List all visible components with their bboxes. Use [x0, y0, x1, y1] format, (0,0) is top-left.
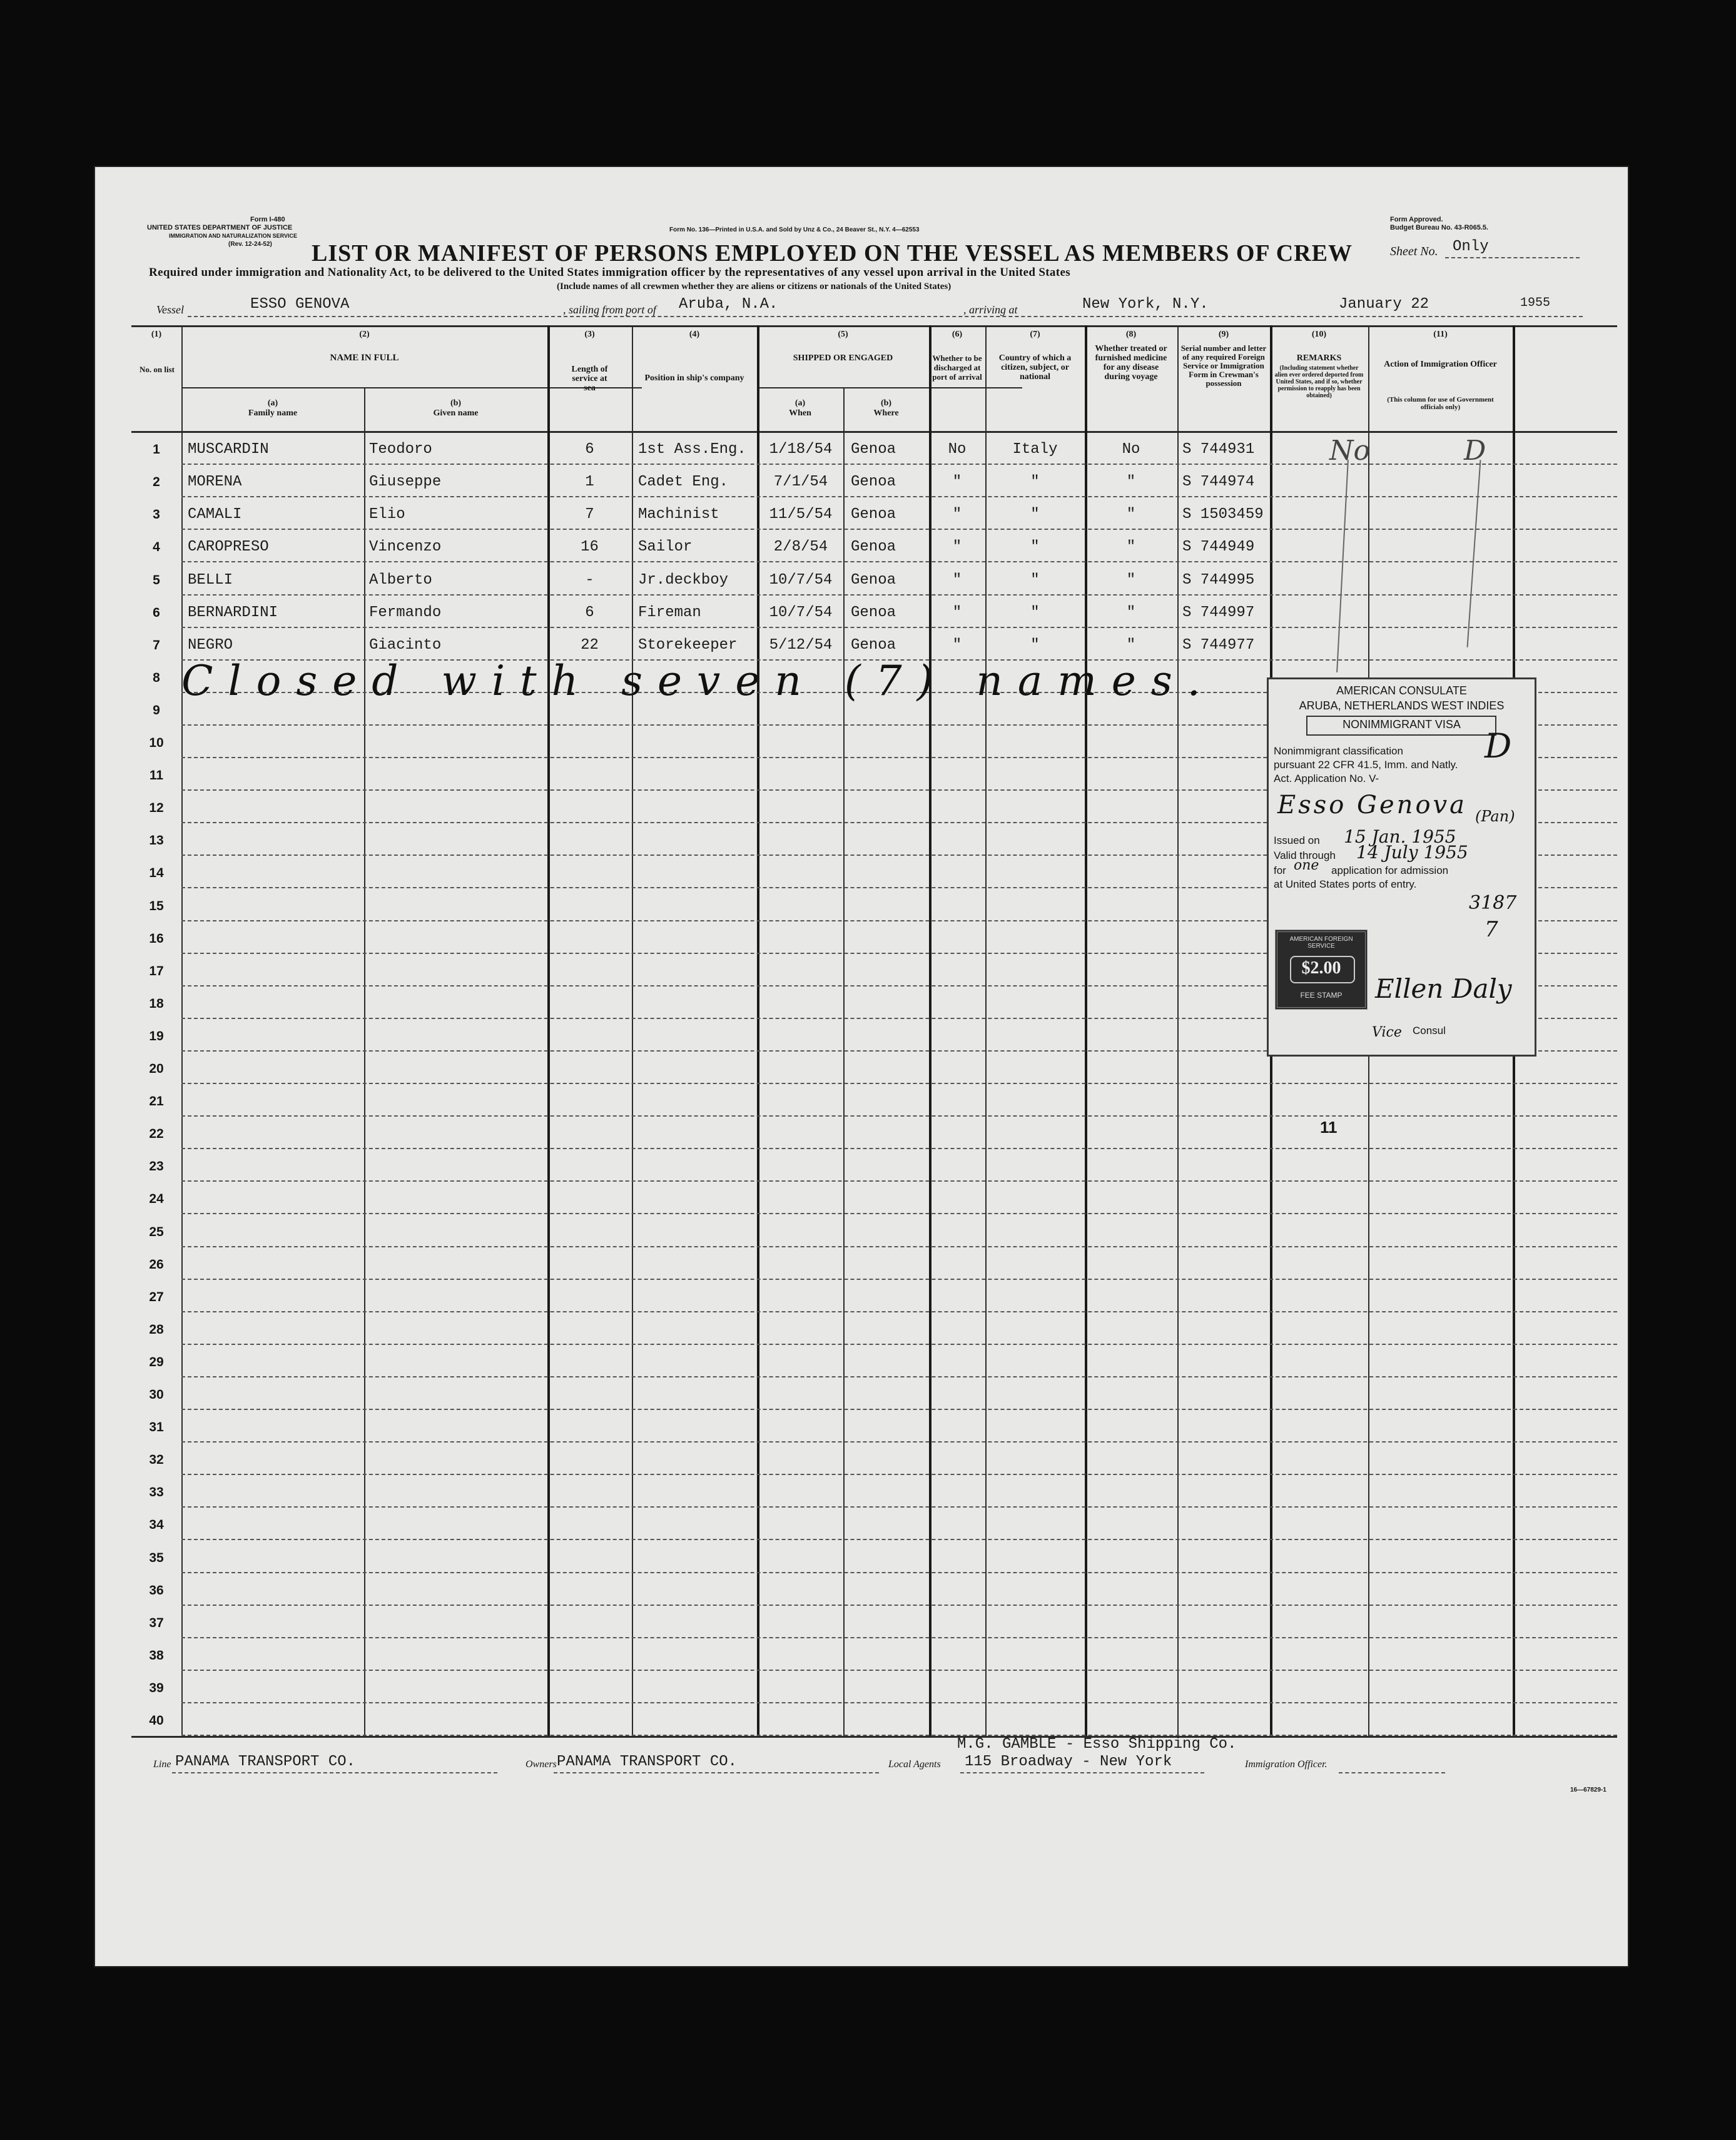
consul-signature: Ellen Daly: [1375, 973, 1512, 1004]
crew-cell-when: 5/12/54: [769, 636, 833, 654]
crew-cell-discharged: ": [952, 474, 962, 491]
crew-cell-serial: S 744931: [1182, 441, 1255, 459]
for-rest: application for admission: [1331, 865, 1449, 876]
visa-stamp: [1267, 677, 1536, 1057]
fee-stamp: [1275, 930, 1368, 1010]
printer-note: Form No. 136—Printed in U.S.A. and Sold by Unz & Co., 24 Beaver St., N.Y. 4—62553: [669, 226, 920, 233]
classification-label: Nonimmigrant classification: [1274, 745, 1403, 757]
crew-cell-service: 6: [585, 441, 594, 459]
arrival-date: January 22: [1339, 296, 1429, 313]
row-number: 17: [149, 963, 164, 978]
row-rule: [181, 1637, 1617, 1638]
col5b-label: Where: [873, 408, 899, 418]
crew-cell-medicine: No: [1122, 441, 1140, 459]
agents-address: 115 Broadway - New York: [965, 1753, 1172, 1770]
crew-cell-when: 1/18/54: [769, 441, 833, 459]
subtitle-note: (Include names of all crewmen whether they are aliens or citizens or nationals of the United States): [557, 281, 952, 292]
row-rule: [181, 1376, 1617, 1377]
col2a-label: Family name: [248, 408, 298, 418]
row-number: 13: [149, 833, 164, 848]
crew-cell-family: CAROPRESO: [188, 539, 269, 556]
row-number: 5: [153, 572, 160, 587]
col7-num: (7): [1030, 330, 1040, 339]
row-number: 32: [149, 1453, 164, 1468]
vessel-note: (Pan): [1475, 808, 1515, 825]
col11-note: (This column for use of Government officials only): [1387, 396, 1494, 411]
crew-cell-position: Storekeeper: [638, 636, 738, 654]
crew-cell-service: -: [585, 571, 594, 589]
row-number: 34: [149, 1518, 164, 1533]
crew-cell-family: BERNARDINI: [188, 604, 278, 621]
row-number: 31: [149, 1420, 164, 1435]
stamp-number1: 3187: [1469, 892, 1517, 914]
department: UNITED STATES DEPARTMENT OF JUSTICE: [147, 224, 293, 231]
crew-cell-given: Fermando: [369, 604, 442, 621]
col3-num: (3): [584, 330, 595, 339]
col2b-label: Given name: [433, 408, 479, 418]
row-number: 22: [149, 1127, 164, 1142]
crew-cell-position: Sailor: [638, 539, 693, 556]
crew-cell-position: Cadet Eng.: [638, 474, 729, 491]
row-rule: [181, 1213, 1617, 1214]
crew-cell-family: MUSCARDIN: [188, 441, 269, 459]
form-id: Form I-480: [250, 216, 285, 223]
row-rule: [181, 561, 1617, 562]
row-rule: [181, 1735, 1617, 1736]
row-rule: [181, 594, 1617, 596]
row-number: 11: [149, 768, 164, 783]
row-rule: [181, 1474, 1617, 1475]
crew-cell-service: 22: [581, 636, 599, 654]
officer-label: Immigration Officer.: [1245, 1759, 1327, 1770]
crew-cell-position: Machinist: [638, 506, 719, 524]
crew-cell-country: Italy: [1012, 441, 1058, 459]
issued-value: 15 Jan. 1955: [1344, 826, 1456, 847]
consul-title: Consul: [1413, 1025, 1446, 1037]
row-number: 18: [149, 996, 164, 1011]
col5-num: (5): [838, 330, 848, 339]
col2a-num: (a): [267, 398, 278, 408]
row-rule: [181, 1279, 1617, 1280]
row-number: 29: [149, 1354, 164, 1369]
row-number: 33: [149, 1485, 164, 1500]
crew-cell-serial: S 1503459: [1182, 506, 1264, 524]
subtitle: Required under immigration and Nationality Act, to be delivered to the United States immigration officer by the representatives of any vessel upon arrival in the United States: [149, 266, 1070, 279]
sailing-label: , sailing from port of: [563, 303, 656, 316]
row-number: 19: [149, 1028, 164, 1043]
row-number: 8: [153, 670, 160, 685]
crew-cell-discharged: ": [952, 636, 962, 654]
row-number: 37: [149, 1615, 164, 1630]
act-application: Act. Application No. V-: [1274, 773, 1379, 784]
row-number: 27: [149, 1289, 164, 1304]
row-rule: [181, 1506, 1617, 1508]
crew-cell-where: Genoa: [851, 474, 896, 491]
row-number: 30: [149, 1387, 164, 1402]
col1-num: (1): [151, 330, 162, 339]
col9-num: (9): [1218, 330, 1229, 339]
col8-label: Whether treated or furnished medicine for any disease during voyage: [1095, 344, 1167, 382]
form-approved: Form Approved.: [1390, 216, 1443, 223]
row-number: 1: [153, 442, 160, 457]
for-label: for: [1274, 865, 1286, 876]
crew-cell-family: MORENA: [188, 474, 242, 491]
crew-cell-when: 11/5/54: [769, 506, 833, 524]
crew-cell-service: 6: [585, 604, 594, 621]
row-number: 28: [149, 1322, 164, 1337]
col5-label: SHIPPED OR ENGAGED: [793, 353, 893, 363]
crew-cell-position: 1st Ass.Eng.: [638, 441, 746, 459]
crew-cell-when: 10/7/54: [769, 604, 833, 621]
col7-label: Country of which a citizen, subject, or national: [998, 353, 1072, 382]
closing-note: Closed with seven (7) names.: [181, 657, 1216, 705]
row-number: 10: [149, 736, 164, 750]
row-rule: [181, 1670, 1617, 1671]
stamp-line3: NONIMMIGRANT VISA: [1343, 718, 1461, 731]
crew-cell-medicine: ": [1126, 636, 1136, 654]
row-rule: [181, 1083, 1617, 1084]
crew-cell-family: NEGRO: [188, 636, 233, 654]
crew-cell-country: ": [1030, 474, 1040, 491]
crew-cell-position: Jr.deckboy: [638, 571, 729, 589]
crew-cell-country: ": [1030, 506, 1040, 524]
row-rule: [181, 529, 1617, 530]
agents-label: Local Agents: [888, 1759, 941, 1770]
crew-cell-country: ": [1030, 539, 1040, 556]
col10-label: REMARKS: [1296, 353, 1342, 363]
row-rule: [181, 1605, 1617, 1606]
owners-label: Owners: [525, 1759, 557, 1770]
crew-cell-where: Genoa: [851, 506, 896, 524]
row-number: 26: [149, 1257, 164, 1272]
issued-label: Issued on: [1274, 834, 1320, 846]
sheet-value: Only: [1453, 238, 1489, 255]
col10-num: (10): [1311, 330, 1327, 339]
fee-bottom: FEE STAMP: [1300, 991, 1343, 1000]
row-number: 16: [149, 931, 164, 946]
col1-label: No. on list: [140, 365, 175, 374]
crew-cell-discharged: No: [948, 441, 967, 459]
crew-cell-where: Genoa: [851, 571, 896, 589]
crew-cell-serial: S 744997: [1182, 604, 1255, 621]
row-rule: [181, 627, 1617, 628]
crew-cell-given: Teodoro: [369, 441, 432, 459]
crew-cell-where: Genoa: [851, 441, 896, 459]
crew-cell-medicine: ": [1126, 604, 1136, 621]
vessel-handwritten: Esso Genova: [1277, 791, 1467, 819]
stamp-number2: 7: [1485, 917, 1498, 942]
row-rule: [181, 1702, 1617, 1703]
row-rule: [181, 496, 1617, 497]
row-rule: [181, 1441, 1617, 1443]
crew-cell-given: Giuseppe: [369, 474, 442, 491]
row-rule: [181, 1115, 1617, 1117]
row-number: 2: [153, 475, 160, 490]
crew-cell-serial: S 744949: [1182, 539, 1255, 556]
col4-label: Position in ship's company: [644, 373, 744, 383]
line-label: Line: [153, 1759, 171, 1770]
col2b-num: (b): [450, 398, 462, 408]
col3-label: Length of service at sea: [571, 365, 608, 393]
row-number: 21: [149, 1094, 164, 1109]
crew-cell-medicine: ": [1126, 571, 1136, 589]
footer-code: 16—67829-1: [1570, 1787, 1607, 1793]
sheet-label: Sheet No.: [1390, 245, 1438, 258]
arriving-label: , arriving at: [963, 303, 1018, 316]
crew-cell-serial: S 744995: [1182, 571, 1255, 589]
manifest-sheet: [94, 166, 1629, 1967]
row-rule: [181, 1311, 1617, 1312]
crew-cell-medicine: ": [1126, 506, 1136, 524]
crew-cell-service: 16: [581, 539, 599, 556]
crew-cell-medicine: ": [1126, 539, 1136, 556]
crew-cell-discharged: ": [952, 604, 962, 621]
pursuant: pursuant 22 CFR 41.5, Imm. and Natly.: [1274, 759, 1458, 771]
col5a-num: (a): [794, 398, 806, 408]
crew-cell-discharged: ": [952, 506, 962, 524]
row-rule: [181, 1148, 1617, 1149]
col11-num: (11): [1433, 330, 1448, 339]
col6-num: (6): [952, 330, 963, 339]
col4-num: (4): [689, 330, 700, 339]
page-title: LIST OR MANIFEST OF PERSONS EMPLOYED ON THE VESSEL AS MEMBERS OF CREW: [312, 240, 1353, 266]
line-value: PANAMA TRANSPORT CO.: [175, 1753, 356, 1770]
row-rule: [181, 1180, 1617, 1182]
row-number: 9: [153, 702, 160, 718]
row-number: 36: [149, 1583, 164, 1598]
crew-cell-discharged: ": [952, 571, 962, 589]
row-number: 20: [149, 1062, 164, 1076]
row-number: 23: [149, 1159, 164, 1174]
budget-bureau: Budget Bureau No. 43-R065.5.: [1390, 224, 1489, 231]
fee-value: $2.00: [1301, 958, 1341, 978]
vessel-name: ESSO GENOVA: [250, 296, 350, 313]
col10-note: (Including statement whether alien ever ordered deported from United States, and if so, whether permission to reapply has been obtained): [1274, 365, 1364, 399]
row-number: 4: [153, 540, 160, 555]
sailing-port: Aruba, N.A.: [679, 296, 778, 313]
row-rule: [181, 1344, 1617, 1345]
valid-label: Valid through: [1274, 849, 1336, 861]
col5a-label: When: [789, 408, 811, 418]
crew-cell-discharged: ": [952, 539, 962, 556]
crew-cell-given: Vincenzo: [369, 539, 442, 556]
crew-cell-family: CAMALI: [188, 506, 242, 524]
crew-cell-given: Alberto: [369, 571, 432, 589]
valid-value: 14 July 1955: [1356, 842, 1468, 863]
crew-cell-service: 7: [585, 506, 594, 524]
arriving-port: New York, N.Y.: [1082, 296, 1209, 313]
row-rule: [181, 1572, 1617, 1573]
col2-label: NAME IN FULL: [330, 353, 399, 363]
crew-cell-position: Fireman: [638, 604, 701, 621]
crew-cell-country: ": [1030, 636, 1040, 654]
row-number: 35: [149, 1550, 164, 1565]
row-rule: [181, 464, 1617, 465]
classification-mark: D: [1485, 726, 1512, 766]
stray-mark: 11: [1320, 1118, 1338, 1137]
vessel-label: Vessel: [156, 303, 184, 316]
crew-cell-when: 7/1/54: [773, 474, 828, 491]
crew-cell-given: Elio: [369, 506, 405, 524]
crew-cell-service: 1: [585, 474, 594, 491]
row-rule: [181, 1539, 1617, 1540]
fee-top: AMERICAN FOREIGN SERVICE: [1289, 936, 1353, 950]
revision: (Rev. 12-24-52): [228, 241, 272, 248]
stamp-line2: ARUBA, NETHERLANDS WEST INDIES: [1299, 699, 1505, 712]
crew-cell-given: Giacinto: [369, 636, 442, 654]
row-number: 25: [149, 1224, 164, 1239]
row-number: 3: [153, 507, 160, 522]
arrival-year: 1955: [1520, 296, 1551, 310]
row-number: 12: [149, 801, 164, 816]
crew-cell-where: Genoa: [851, 539, 896, 556]
crew-cell-serial: S 744974: [1182, 474, 1255, 491]
col11-label: Action of Immigration Officer: [1384, 360, 1497, 369]
col8-num: (8): [1125, 330, 1137, 339]
crew-cell-country: ": [1030, 604, 1040, 621]
crew-cell-when: 10/7/54: [769, 571, 833, 589]
crew-cell-serial: S 744977: [1182, 636, 1255, 654]
ports: at United States ports of entry.: [1274, 878, 1417, 890]
col9-label: Serial number and letter of any required Foreign Service or Immigration Form in Crewman's possession: [1180, 343, 1267, 388]
consul-title-hand: Vice: [1372, 1025, 1402, 1040]
for-value: one: [1294, 858, 1319, 873]
col6-label: Whether to be discharged at port of arrival: [932, 353, 982, 382]
crew-cell-where: Genoa: [851, 604, 896, 621]
officer-mark: D: [1464, 435, 1486, 467]
crew-cell-when: 2/8/54: [773, 539, 828, 556]
crew-cell-medicine: ": [1126, 474, 1136, 491]
crew-cell-country: ": [1030, 571, 1040, 589]
service: IMMIGRATION AND NATURALIZATION SERVICE: [169, 233, 297, 239]
agents-name: M.G. GAMBLE - Esso Shipping Co.: [957, 1736, 1237, 1753]
row-rule: [181, 1246, 1617, 1247]
row-number: 38: [149, 1648, 164, 1663]
row-number: 15: [149, 898, 164, 913]
row-rule: [181, 1409, 1617, 1410]
stamp-line1: AMERICAN CONSULATE: [1336, 684, 1467, 697]
col2-num: (2): [359, 330, 370, 339]
row-number: 7: [153, 637, 160, 652]
remarks-mark: No: [1329, 435, 1370, 467]
row-number: 39: [149, 1680, 164, 1695]
crew-cell-where: Genoa: [851, 636, 896, 654]
crew-cell-family: BELLI: [188, 571, 233, 589]
row-number: 6: [153, 605, 160, 620]
col5b-num: (b): [880, 398, 892, 408]
row-number: 40: [149, 1713, 164, 1728]
row-number: 24: [149, 1192, 164, 1207]
row-number: 14: [149, 866, 164, 881]
owners-value: PANAMA TRANSPORT CO.: [557, 1753, 738, 1770]
